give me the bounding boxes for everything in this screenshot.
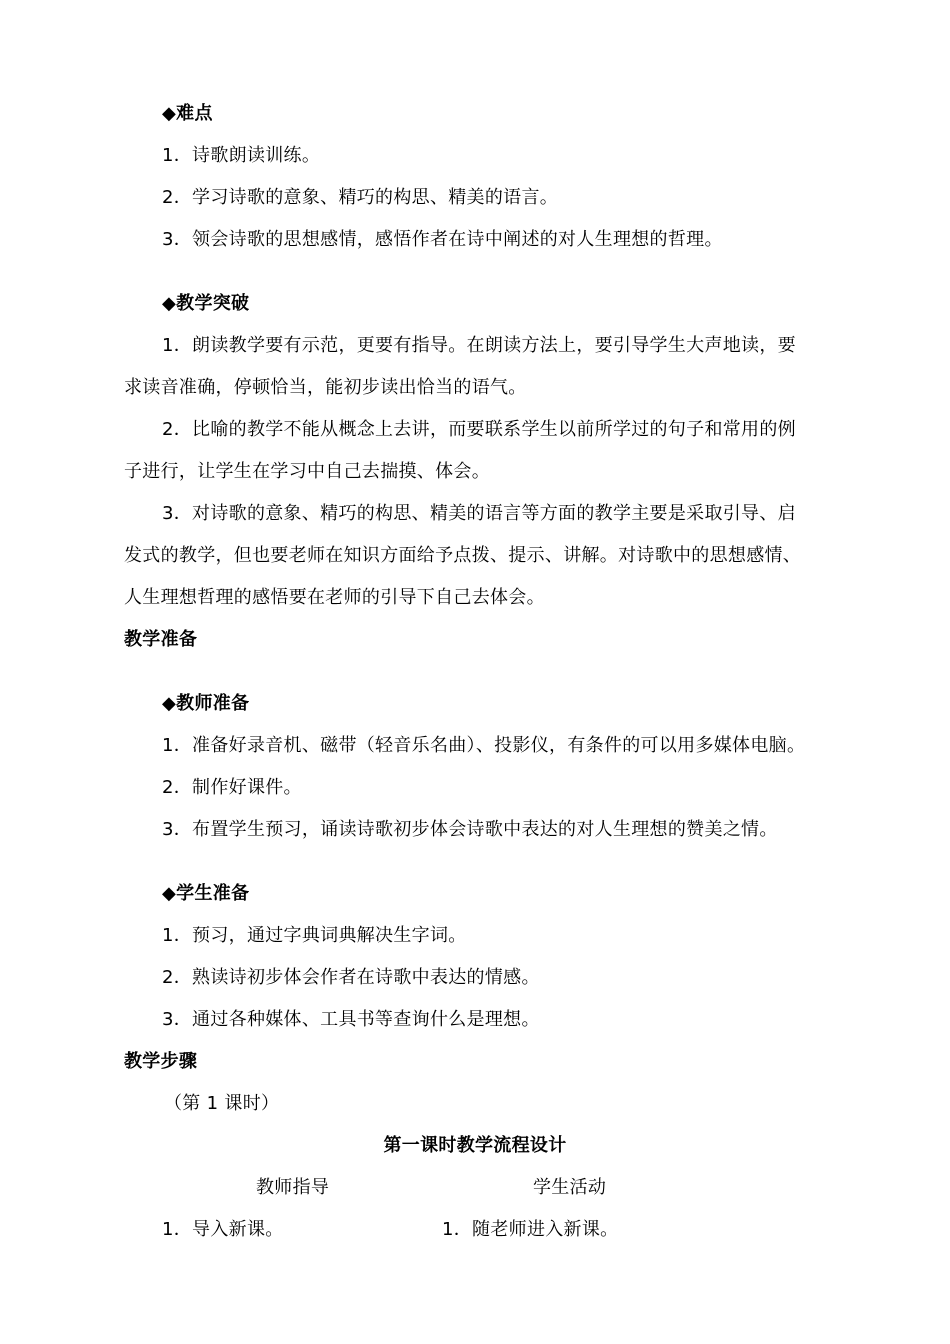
list-item: 1．诗歌朗读训练。 <box>162 145 321 166</box>
section-heading-student-prep: ◆学生准备 <box>162 883 250 904</box>
flow-title: 第一课时教学流程设计 <box>383 1135 567 1156</box>
list-item: 2．制作好课件。 <box>162 777 302 798</box>
section-title-steps: 教学步骤 <box>124 1051 198 1072</box>
paragraph-line: 1．朗读教学要有示范，更要有指导。在朗读方法上，要引导学生大声地读，要 <box>162 335 796 356</box>
section-heading-difficulty: ◆难点 <box>162 103 213 124</box>
paragraph-line: 发式的教学，但也要老师在知识方面给予点拨、提示、讲解。对诗歌中的思想感情、 <box>124 545 802 566</box>
table-cell-teacher: 1．导入新课。 <box>162 1219 284 1240</box>
list-item: 1．预习，通过字典词典解决生字词。 <box>162 925 467 946</box>
list-item: 1．准备好录音机、磁带（轻音乐名曲）、投影仪，有条件的可以用多媒体电脑。 <box>162 735 806 756</box>
paragraph-line: 子进行，让学生在学习中自己去揣摸、体会。 <box>124 461 490 482</box>
paragraph-line: 3．对诗歌的意象、精巧的构思、精美的语言等方面的教学主要是采取引导、启 <box>162 503 796 524</box>
section-heading-breakthrough: ◆教学突破 <box>162 293 250 314</box>
list-item: 3．通过各种媒体、工具书等查询什么是理想。 <box>162 1009 540 1030</box>
list-item: 3．领会诗歌的思想感情，感悟作者在诗中阐述的对人生理想的哲理。 <box>162 229 723 250</box>
list-item: 2．熟读诗初步体会作者在诗歌中表达的情感。 <box>162 967 540 988</box>
section-heading-teacher-prep: ◆教师准备 <box>162 693 250 714</box>
column-header-student: 学生活动 <box>533 1177 607 1198</box>
list-item: 3．布置学生预习，诵读诗歌初步体会诗歌中表达的对人生理想的赞美之情。 <box>162 819 778 840</box>
list-item: 2．学习诗歌的意象、精巧的构思、精美的语言。 <box>162 187 559 208</box>
column-header-teacher: 教师指导 <box>256 1177 330 1198</box>
section-title-prep: 教学准备 <box>124 629 198 650</box>
paragraph-line: 求读音准确，停顿恰当，能初步读出恰当的语气。 <box>124 377 527 398</box>
lesson-label: （第 1 课时） <box>164 1093 280 1114</box>
paragraph-line: 2．比喻的教学不能从概念上去讲，而要联系学生以前所学过的句子和常用的例 <box>162 419 796 440</box>
paragraph-line: 人生理想哲理的感悟要在老师的引导下自己去体会。 <box>124 587 545 608</box>
table-cell-student: 1．随老师进入新课。 <box>442 1219 619 1240</box>
